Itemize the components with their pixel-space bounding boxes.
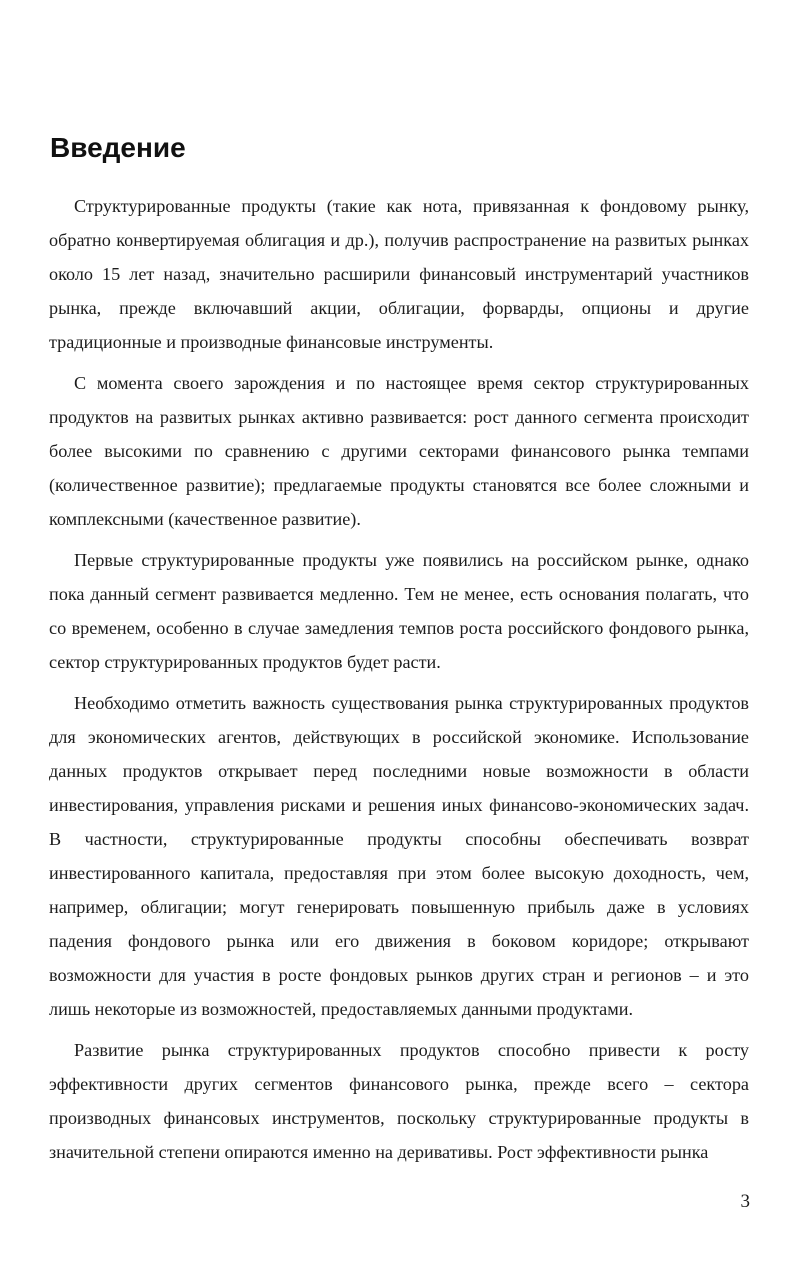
paragraph-4: Необходимо отметить важность существования рынка структурированных продуктов для экономических агентов, действующих в российской экономике. Использование данных продуктов открывает перед последними новые возможности в области инвестирования, управления рисками и решения иных финансово-экономических задач. В частности, структурированные продукты способны обеспечивать возврат инвестированного капитала, предоставляя при этом более высокую доходность, чем, например, облигации; могут генерировать повышенную прибыль даже в условиях падения фондового рынка или его движения в боковом коридоре; открывают возможности для участия в росте фондовых рынков других стран и регионов – и это лишь некоторые из возможностей, предоставляемых данными продуктами. (49, 693, 749, 1019)
paragraph-2: С момента своего зарождения и по настоящее время сектор структурированных продуктов на развитых рынках активно развивается: рост данного сегмента происходит более высокими по сравнению с другими секторами финансового рынка темпами (количественное развитие); предлагаемые продукты становятся все более сложными и комплексными (качественное развитие). (49, 373, 749, 529)
page-number: 3 (740, 1191, 750, 1212)
section-heading: Введение (50, 132, 186, 163)
paragraph-3: Первые структурированные продукты уже появились на российском рынке, однако пока данный сегмент развивается медленно. Тем не менее, есть основания полагать, что со временем, особенно в случае замедления темпов роста российского фондового рынка, сектор структурированных продуктов будет расти. (49, 550, 749, 672)
paragraph-5: Развитие рынка структурированных продуктов способно привести к росту эффективности других сегментов финансового рынка, прежде всего – сектора производных финансовых инструментов, поскольку структурированные продукты в значительной степени опираются именно на деривативы. Рост эффективности рынка (49, 1040, 749, 1162)
body-text (49, 189, 749, 1176)
paragraph-1: Структурированные продукты (такие как нота, привязанная к фондовому рынку, обратно конвертируемая облигация и др.), получив распространение на развитых рынках около 15 лет назад, значительно расширили финансовый инструментарий участников рынка, прежде включавший акции, облигации, форварды, опционы и другие традиционные и производные финансовые инструменты. (49, 196, 749, 352)
